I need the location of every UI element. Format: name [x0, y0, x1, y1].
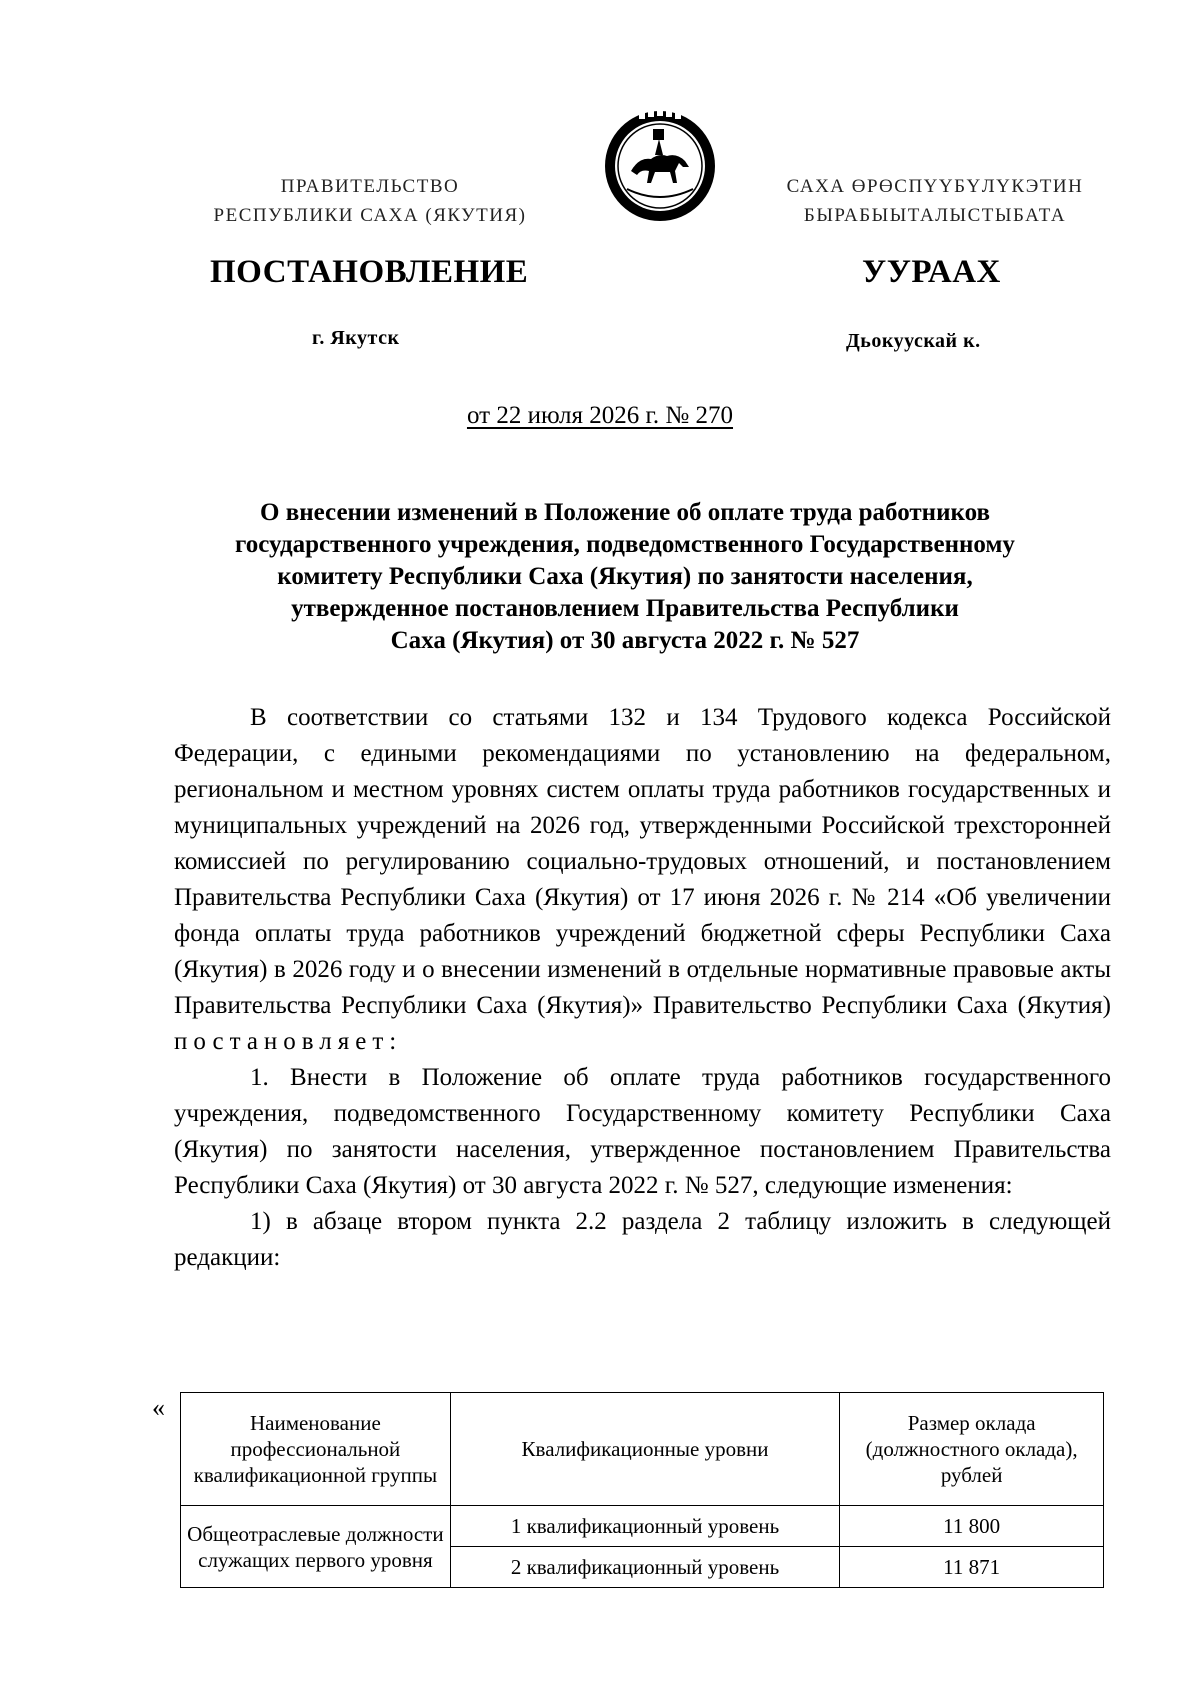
document-date — [0, 402, 1200, 430]
government-name-sa-line2: БЫРАБЫЫТАЛЫСТЫБАТА — [803, 205, 1067, 226]
level-cell: 2 квалификационный уровень — [450, 1547, 840, 1588]
subject-line: Саха (Якутия) от 30 августа 2022 г. № 527 — [390, 627, 860, 654]
salary-cell: 11 800 — [840, 1506, 1104, 1547]
document-date-text: от 22 июля 2026 г. № 270 — [466, 402, 734, 429]
document-type-ru: ПОСТАНОВЛЕНИЕ — [210, 254, 529, 290]
subject-line: государственного учреждения, подведомственного Государственному — [235, 531, 1015, 558]
salary-table — [180, 1392, 1104, 1588]
government-name-ru-line2: РЕСПУБЛИКИ САХА (ЯКУТИЯ) — [213, 205, 527, 226]
column-header-group: Наименование профессиональной квалификационной группы — [181, 1393, 451, 1506]
city-ru: г. Якутск — [312, 327, 400, 349]
government-name-sa — [745, 172, 1125, 230]
resolves-word: постановляет: — [174, 1028, 403, 1055]
government-name-sa-line1: САХА ӨРӨСПҮҮБҮЛҮКЭТИН — [786, 176, 1084, 197]
preamble-text: В соответствии со статьями 132 и 134 Трудового кодекса Российской Федерации, с едиными рекомендациями по установлению на федеральном, региональном и местном уровнях систем оплаты труда работников государственных и муниципальных учреждений на 2026 год, утвержденными Российской трехсторонней комиссией по регулированию социально-трудовых отношений, и постановлением Правительства Республики Саха (Якутия) от 17 июня 2026 г. № 214 «Об увеличении фонда оплаты труда работников учреждений бюджетной сферы Республики Саха (Якутия) в 2026 году и о внесении изменений в отдельные нормативные правовые акты Правительства Республики Саха (Якутия)» Правительство Республики Саха (Якутия) — [174, 704, 1111, 1019]
subject-line: утвержденное постановлением Правительства Республики — [291, 595, 959, 622]
coat-of-arms-emblem-icon — [603, 109, 717, 223]
opening-quote-mark: « — [152, 1393, 165, 1422]
table-row — [181, 1506, 1104, 1547]
level-cell: 1 квалификационный уровень — [450, 1506, 840, 1547]
paragraph-subitem-1: 1) в абзаце втором пункта 2.2 раздела 2 таблицу изложить в следующей редакции: — [174, 1208, 1111, 1271]
column-header-levels: Квалификационные уровни — [450, 1393, 840, 1506]
salary-cell: 11 871 — [840, 1547, 1104, 1588]
document-subject — [175, 497, 1075, 657]
group-name-cell: Общеотраслевые должности служащих первого уровня — [181, 1506, 451, 1588]
subject-line: О внесении изменений в Положение об оплате труда работников — [260, 499, 990, 526]
table-header-row — [181, 1393, 1104, 1506]
government-name-ru-line1: ПРАВИТЕЛЬСТВО — [280, 176, 460, 197]
subject-line: комитету Республики Саха (Якутия) по занятости населения, — [277, 563, 973, 590]
paragraph-preamble — [174, 700, 1111, 1060]
column-header-salary: Размер оклада (должностного оклада), рублей — [840, 1393, 1104, 1506]
document-type-sa: УУРААХ — [862, 254, 1001, 290]
paragraph-item-1: 1. Внести в Положение об оплате труда работников государственного учреждения, подведомственного Государственному комитету Республики Саха (Якутия) по занятости населения, утвержденное постановлением Правительства Республики Саха (Якутия) от 30 августа 2022 г. № 527, следующие изменения: — [174, 1064, 1111, 1199]
document-body — [174, 700, 1111, 1276]
city-sa: Дьокуускай к. — [846, 330, 981, 352]
government-name-ru — [180, 172, 560, 230]
